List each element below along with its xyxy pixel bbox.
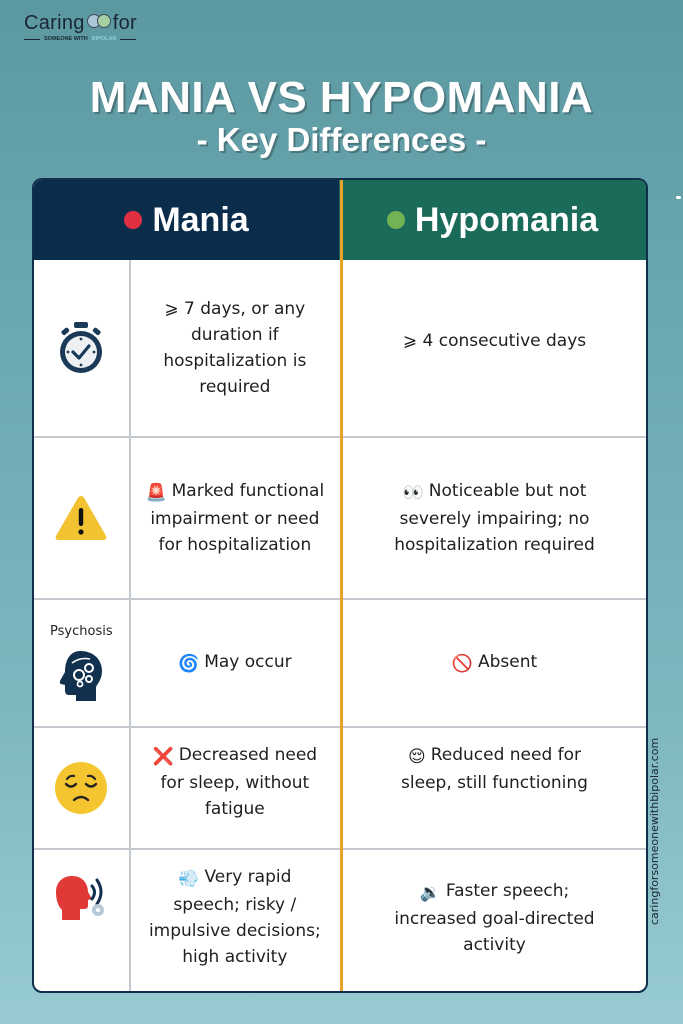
- hypomania-cell: [339, 600, 646, 726]
- mania-content: [141, 478, 329, 558]
- mania-cell: [131, 850, 339, 993]
- hypomania-content: [385, 478, 605, 558]
- logo-word-right: for: [112, 12, 137, 34]
- row-icon-cell: [34, 850, 131, 993]
- head-gears-icon: [58, 649, 104, 703]
- speaking-head-icon: [54, 872, 108, 922]
- mania-cell: [131, 600, 339, 726]
- eyes-icon: 👀: [402, 483, 424, 503]
- row-label: Psychosis: [50, 623, 113, 639]
- hypomania-text: ⩾ 4 consecutive days: [402, 331, 587, 351]
- divider: [120, 39, 136, 40]
- relieved-face-icon: 😌: [407, 747, 426, 767]
- row-icon-cell: [34, 728, 131, 848]
- mania-text: Very rapid speech; risky / impulsive decisions; high activity: [148, 867, 321, 967]
- logo-tagline-accent: BIPOLAR: [91, 36, 117, 42]
- website-url-text[interactable]: caringforsomeonewithbipolar.com: [648, 737, 661, 925]
- column-header-hypomania: [339, 180, 646, 260]
- tired-face-icon: [54, 761, 108, 815]
- hypomania-cell: [339, 438, 646, 598]
- logo-tagline-prefix: SOMEONE WITH: [44, 36, 88, 42]
- mania-text: ⩾ 7 days, or any duration if hospitalization is required: [163, 299, 307, 397]
- row-icon-cell: [34, 600, 131, 726]
- comparison-table: [32, 178, 648, 993]
- logo-tagline: [24, 36, 164, 42]
- mania-text: May occur: [204, 652, 292, 672]
- mania-text: Decreased need for sleep, without fatigue: [160, 745, 318, 819]
- dash-wind-icon: 💨: [178, 869, 200, 889]
- cross-mark-icon: ❌: [152, 747, 174, 767]
- speaker-icon: 🔉: [419, 883, 441, 903]
- site-logo[interactable]: [24, 12, 164, 42]
- column-header-mania: [34, 180, 339, 260]
- prohibited-icon: 🚫: [451, 654, 473, 674]
- mania-cell: [131, 438, 339, 598]
- warning-icon: [53, 493, 109, 543]
- logo-wordmark: [24, 12, 164, 35]
- hypomania-text: Reduced need for sleep, still functioning: [401, 745, 588, 793]
- logo-word-left: Caring: [24, 12, 85, 34]
- hypomania-text: Noticeable but not severely impairing; no hospitalization required: [394, 481, 595, 555]
- mania-content: [145, 864, 325, 970]
- mania-content: [141, 742, 329, 822]
- mania-content: [178, 649, 292, 677]
- row-icon-cell: [34, 260, 131, 436]
- column-header-label: Mania: [152, 200, 249, 239]
- hypomania-cell: [339, 728, 646, 848]
- mania-cell: [131, 260, 339, 436]
- siren-icon: 🚨: [145, 483, 167, 503]
- row-icon-cell: [34, 438, 131, 598]
- hypomania-content: [395, 742, 595, 796]
- hypomania-cell: [339, 260, 646, 436]
- stopwatch-icon: [55, 320, 107, 376]
- red-dot-icon: [124, 211, 142, 229]
- divider: [24, 39, 40, 40]
- page-title: MANIA VS HYPOMANIA: [89, 73, 594, 122]
- hypomania-cell: [339, 850, 646, 993]
- column-header-label: Hypomania: [414, 200, 599, 239]
- hypomania-text: Absent: [477, 652, 538, 672]
- page-subtitle: - Key Differences -: [196, 121, 487, 158]
- mania-text: Marked functional impairment or need for hospitalization: [150, 481, 325, 555]
- decorative-speck: [676, 196, 681, 199]
- cyclone-icon: 🌀: [178, 654, 200, 674]
- hypomania-content: [385, 878, 605, 958]
- green-dot-icon: [387, 211, 405, 229]
- hypomania-content: [452, 649, 537, 677]
- column-divider: [340, 180, 343, 991]
- mania-cell: [131, 728, 339, 848]
- brain-heart-icon: [86, 13, 112, 35]
- hypomania-text: Faster speech; increased goal-directed activity: [394, 881, 595, 955]
